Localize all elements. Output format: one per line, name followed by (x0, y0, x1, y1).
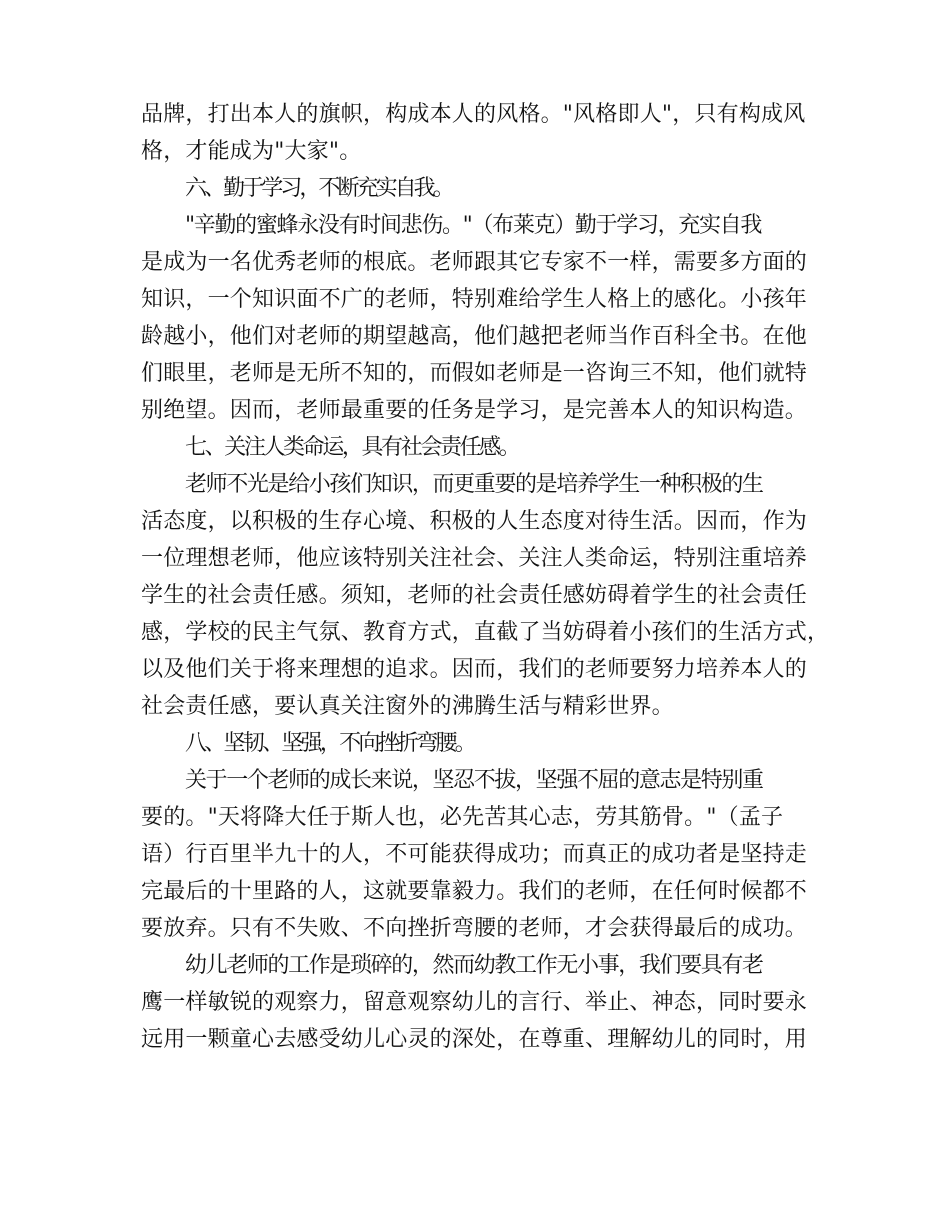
text-line: 龄越小，他们对老师的期望越高，他们越把老师当作百科全书。在他 (141, 324, 808, 349)
text-line: 别绝望。因而，老师最重要的任务是学习，是完善本人的知识构造。 (141, 398, 808, 423)
text-line: 知识，一个知识面不广的老师，特别难给学生人格上的感化。小孩年 (141, 287, 808, 312)
text-line: 是成为一名优秀老师的根底。老师跟其它专家不一样，需要多方面的 (141, 250, 808, 275)
text-line: 鹰一样敏锐的观察力，留意观察幼儿的言行、举止、神态，同时要永 (141, 990, 808, 1015)
paragraph-first-line: 七、关注人类命运，具有社会责任感。 (185, 435, 519, 460)
paragraph-first-line: 老师不光是给小孩们知识，而更重要的是培养学生一种积极的生 (185, 472, 763, 497)
text-line: 学生的社会责任感。须知，老师的社会责任感妨碍着学生的社会责任 (141, 583, 808, 608)
text-line: 感，学校的民主气氛、教育方式，直截了当妨碍着小孩们的生活方式， (141, 620, 830, 645)
text-line: 要的。"天将降大任于斯人也，必先苦其心志，劳其筋骨。"（孟子 (141, 805, 784, 830)
paragraph-first-line: 六、勤于学习，不断充实自我。 (185, 176, 452, 201)
text-line: 品牌，打出本人的旗帜，构成本人的风格。"风格即人"，只有构成风 (141, 102, 806, 127)
paragraph-first-line: 关于一个老师的成长来说，坚忍不拔，坚强不屈的意志是特别重 (185, 768, 763, 793)
paragraph-first-line: 八、坚韧、坚强，不向挫折弯腰。 (185, 731, 475, 756)
text-line: 语）行百里半九十的人，不可能获得成功；而真正的成功者是坚持走 (141, 842, 808, 867)
text-line: 以及他们关于将来理想的追求。因而，我们的老师要努力培养本人的 (141, 657, 808, 682)
body-text (141, 96, 831, 1058)
text-line: 社会责任感，要认真关注窗外的沸腾生活与精彩世界。 (141, 694, 674, 719)
text-line: 们眼里，老师是无所不知的，而假如老师是一咨询三不知，他们就特 (141, 361, 808, 386)
text-line: 远用一颗童心去感受幼儿心灵的深处，在尊重、理解幼儿的同时，用 (141, 1027, 808, 1052)
text-line: 完最后的十里路的人，这就要靠毅力。我们的老师，在任何时候都不 (141, 879, 808, 904)
text-line: 要放弃。只有不失败、不向挫折弯腰的老师，才会获得最后的成功。 (141, 916, 808, 941)
text-line: 一位理想老师，他应该特别关注社会、关注人类命运，特别注重培养 (141, 546, 808, 571)
paragraph-first-line: "辛勤的蜜蜂永没有时间悲伤。"（布莱克）勤于学习，充实自我 (185, 213, 762, 238)
text-line: 格，才能成为"大家"。 (141, 139, 362, 164)
text-line: 活态度，以积极的生存心境、积极的人生态度对待生活。因而，作为 (141, 509, 808, 534)
paragraph-first-line: 幼儿老师的工作是琐碎的，然而幼教工作无小事，我们要具有老 (185, 953, 763, 978)
